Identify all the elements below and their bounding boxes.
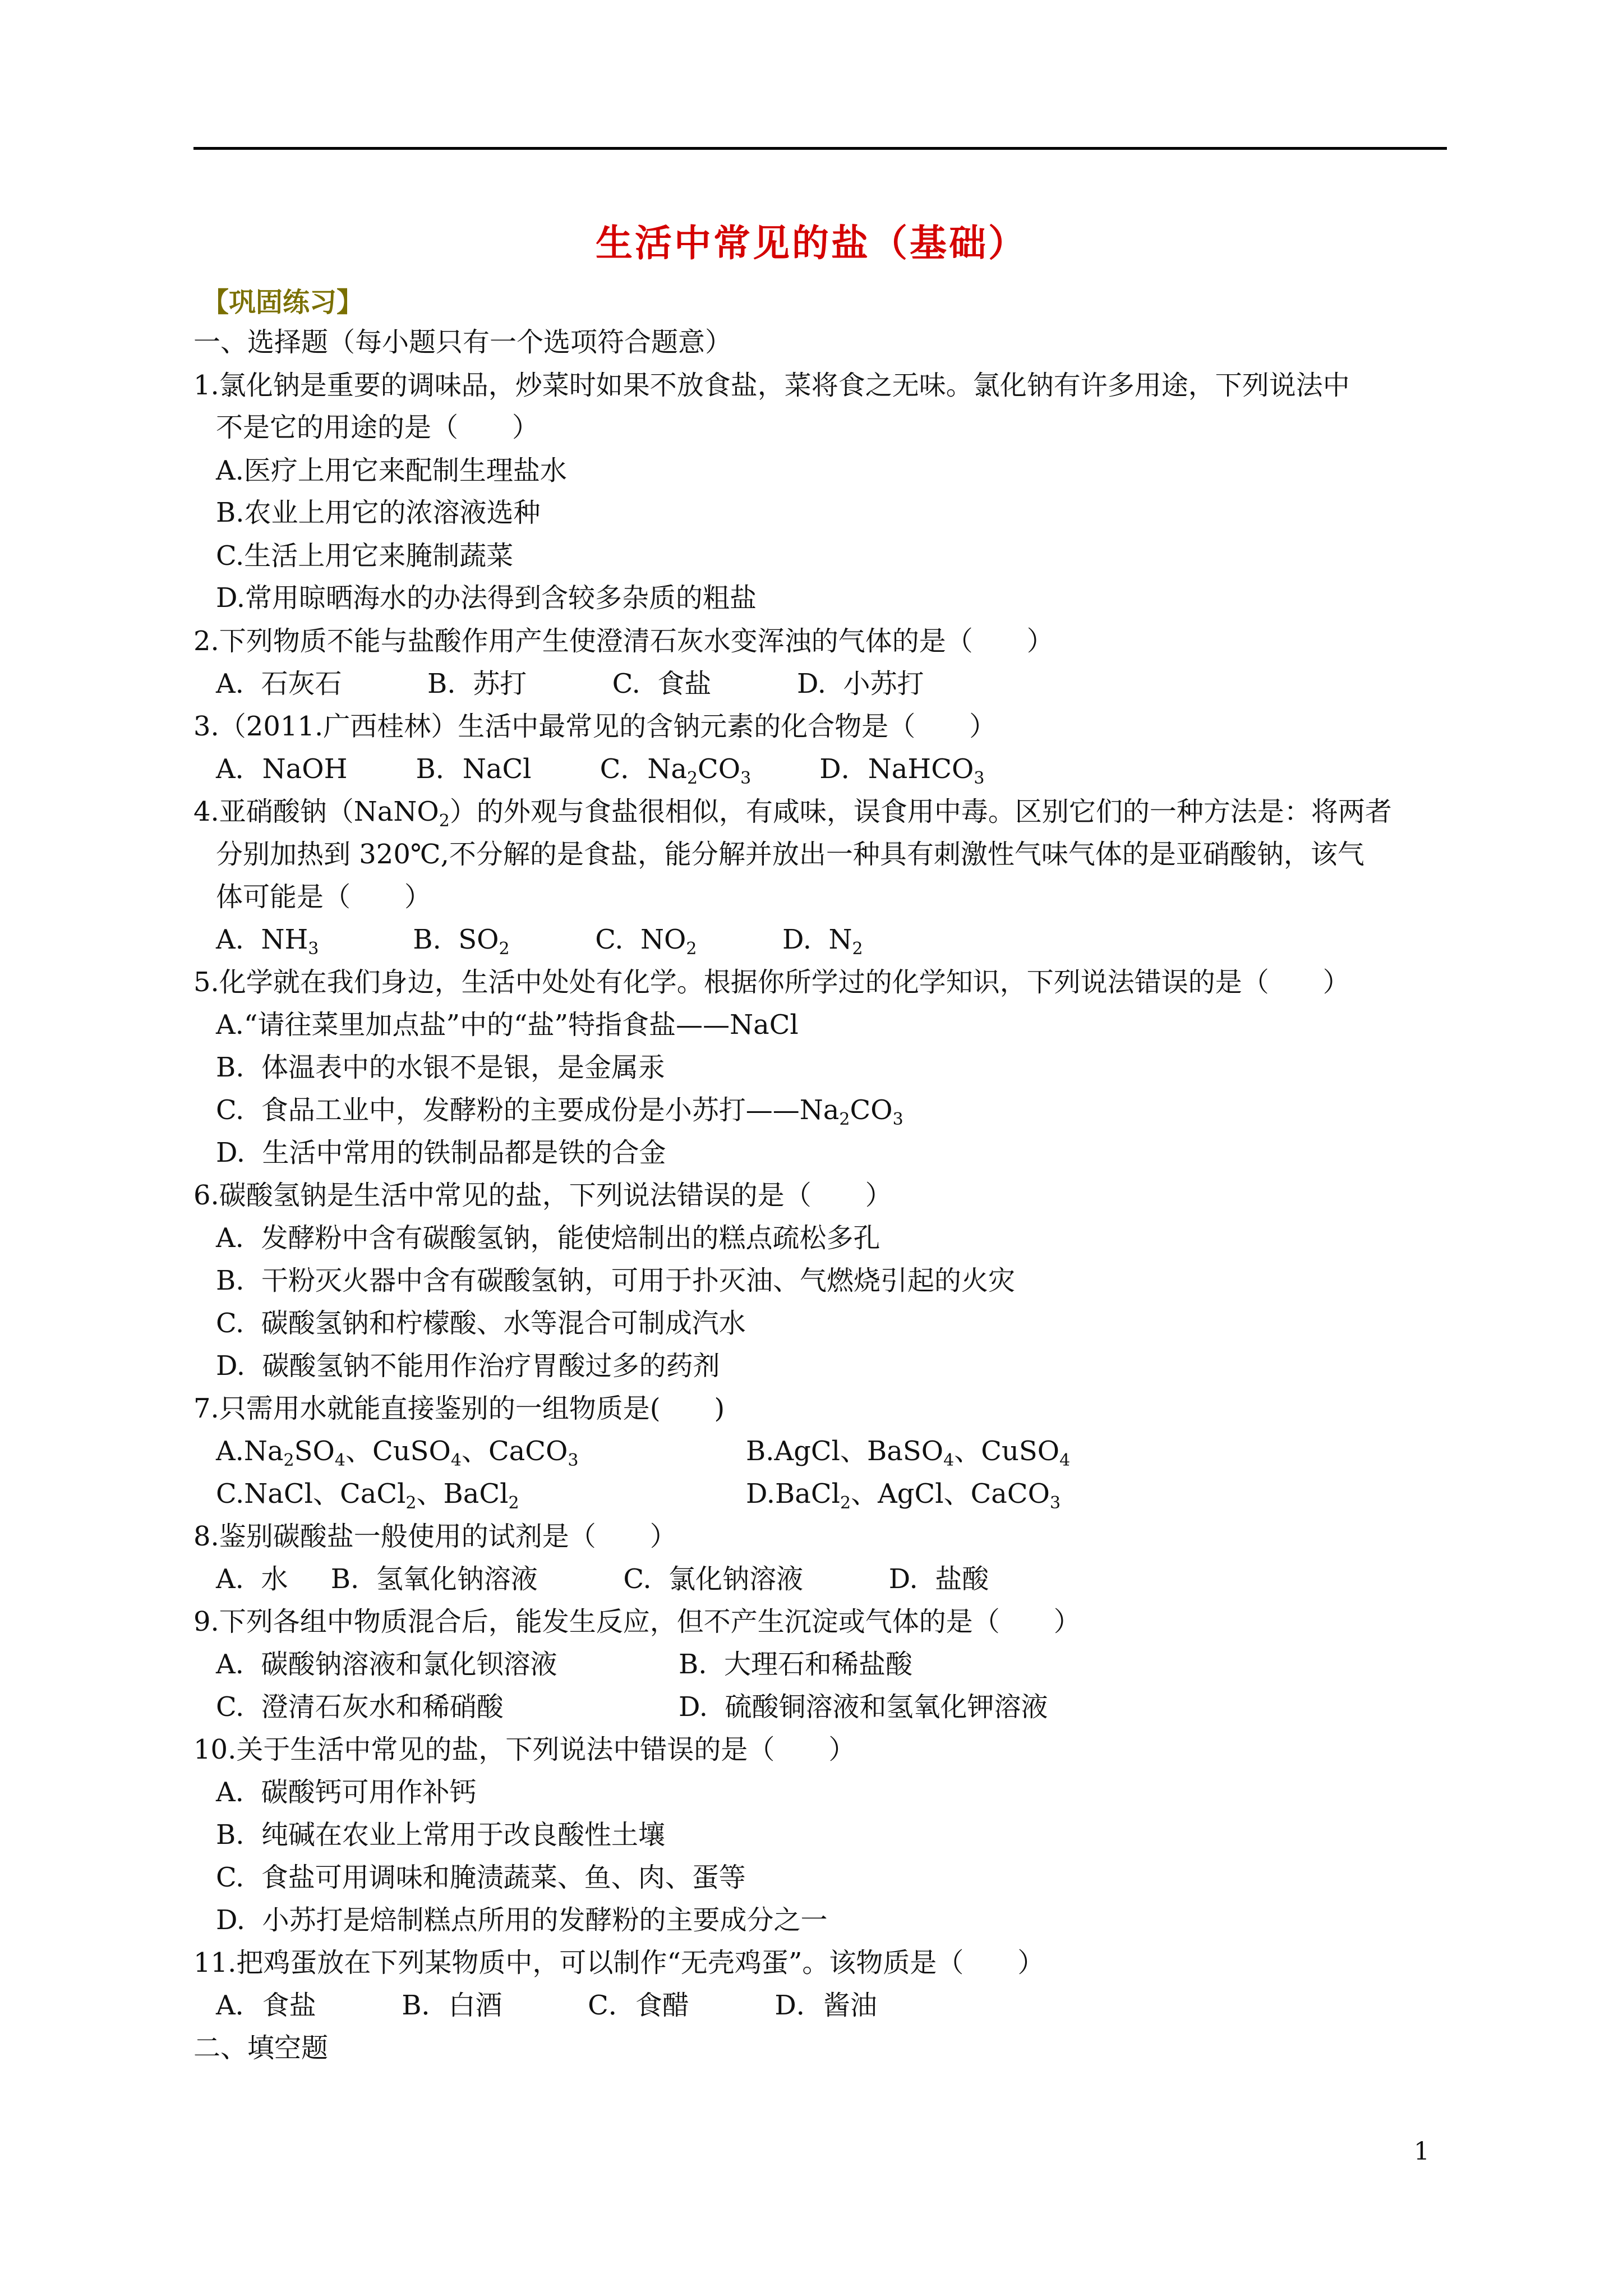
- question-7-option-c: C.NaCl、CaCl$_2$、BaCl$_2$: [216, 1478, 519, 1513]
- question-1-text-cont: 不是它的用途的是（ ）: [216, 412, 540, 443]
- question-1-text: 1.氯化钠是重要的调味品，炒菜时如果不放食盐，菜将食之无味。氯化钠有许多用途，下列说法中: [193, 370, 1350, 401]
- question-6-option-a: A. 发酵粉中含有碳酸氢钠，能使焙制出的糕点疏松多孔: [216, 1222, 880, 1254]
- page-title: 生活中常见的盐（基础）: [596, 222, 1027, 265]
- question-10-option-d: D. 小苏打是焙制糕点所用的发酵粉的主要成分之一: [216, 1904, 828, 1936]
- question-5-option-a: A.“请往菜里加点盐”中的“盐”特指食盐——NaCl: [216, 1009, 799, 1041]
- question-7-text: 7.只需用水就能直接鉴别的一组物质是( ): [193, 1393, 725, 1424]
- question-1-option-a: A.医疗上用它来配制生理盐水: [216, 455, 567, 486]
- question-1-option-d: D.常用晾晒海水的办法得到含较多杂质的粗盐: [216, 582, 757, 614]
- question-9-option-c: C. 澄清石灰水和稀硝酸: [216, 1691, 504, 1723]
- section-fill-heading: 二、填空题: [193, 2032, 329, 2064]
- question-6-text: 6.碳酸氢钠是生活中常见的盐，下列说法错误的是（ ）: [193, 1180, 892, 1211]
- question-8-text: 8.鉴别碳酸盐一般使用的试剂是（ ）: [193, 1521, 677, 1552]
- question-6-option-d: D. 碳酸氢钠不能用作治疗胃酸过多的药剂: [216, 1350, 720, 1382]
- question-1-option-c: C.生活上用它来腌制蔬菜: [216, 540, 514, 572]
- question-7-option-b: B.AgCl、BaSO$_4$、CuSO$_4$: [746, 1435, 1071, 1470]
- question-2-text: 2.下列物质不能与盐酸作用产生使澄清石灰水变浑浊的气体的是（ ）: [193, 625, 1054, 657]
- question-10-option-b: B. 纯碱在农业上常用于改良酸性土壤: [216, 1819, 666, 1851]
- question-3-text: 3.（2011.广西桂林）生活中最常见的含钠元素的化合物是（ ）: [193, 711, 997, 742]
- question-10-option-c: C. 食盐可用调味和腌渍蔬菜、鱼、肉、蛋等: [216, 1862, 746, 1893]
- header-rule: [193, 147, 1447, 150]
- question-1-option-b: B.农业上用它的浓溶液选种: [216, 497, 541, 528]
- question-3-options: A．NaOH B．NaCl C．$Na_2CO_3$ D．NaHCO$_3$: [216, 753, 985, 788]
- question-4-options: A. $NH_3$ B. $SO_2$ C. $NO_2$ D. $N_2$: [216, 924, 863, 959]
- question-6-option-b: B. 干粉灭火器中含有碳酸氢钠，可用于扑灭油、气燃烧引起的火灾: [216, 1265, 1016, 1296]
- question-9-option-d: D. 硫酸铜溶液和氢氧化钾溶液: [679, 1691, 1048, 1723]
- section-choice-heading: 一、选择题（每小题只有一个选项符合题意）: [193, 326, 732, 358]
- question-6-option-c: C. 碳酸氢钠和柠檬酸、水等混合可制成汽水: [216, 1308, 746, 1339]
- question-4-text: 4.亚硝酸钠（NaNO$_2$）的外观与食盐很相似，有咸味，误食用中毒。区别它们的一种方法是：将两者: [193, 796, 1392, 831]
- question-9-option-a: A. 碳酸钠溶液和氯化钡溶液: [216, 1649, 557, 1680]
- question-9-text: 9.下列各组中物质混合后，能发生反应，但不产生沉淀或气体的是（ ）: [193, 1606, 1081, 1637]
- question-5-option-d: D. 生活中常用的铁制品都是铁的合金: [216, 1137, 666, 1168]
- question-10-option-a: A. 碳酸钙可用作补钙: [216, 1777, 477, 1808]
- question-7-option-a: $A.Na_2SO_4$、CuSO$_4$、CaCO$_3$: [216, 1435, 579, 1470]
- page-number: 1: [1414, 2137, 1430, 2166]
- question-11-options: A．食盐 B．白酒 C．食醋 D．酱油: [216, 1990, 877, 2021]
- question-2-options: A. 石灰石 B. 苏打 C. 食盐 D. 小苏打: [216, 668, 924, 700]
- question-5-option-c: C. 食品工业中，发酵粉的主要成份是小苏打$——Na_2CO_3$: [216, 1094, 903, 1129]
- section-heading: 【巩固练习】: [202, 287, 364, 318]
- question-10-text: 10.关于生活中常见的盐，下列说法中错误的是（ ）: [193, 1734, 856, 1765]
- question-4-text-cont: 分别加热到 320℃,不分解的是食盐，能分解并放出一种具有刺激性气味气体的是亚硝酸钠，该气: [216, 839, 1364, 870]
- question-4-text-cont2: 体可能是（ ）: [216, 881, 432, 913]
- question-5-text: 5.化学就在我们身边，生活中处处有化学。根据你所学过的化学知识，下列说法错误的是（ ）: [193, 967, 1350, 998]
- question-5-option-b: B. 体温表中的水银不是银，是金属汞: [216, 1052, 666, 1083]
- question-9-option-b: B. 大理石和稀盐酸: [679, 1649, 913, 1680]
- question-7-option-d: D.BaCl$_2$、AgCl、CaCO$_3$: [746, 1478, 1061, 1513]
- question-8-options: A. 水 B. 氢氧化钠溶液 C. 氯化钠溶液 D. 盐酸: [216, 1563, 989, 1595]
- question-11-text: 11.把鸡蛋放在下列某物质中，可以制作“无壳鸡蛋”。该物质是（ ）: [193, 1947, 1045, 1978]
